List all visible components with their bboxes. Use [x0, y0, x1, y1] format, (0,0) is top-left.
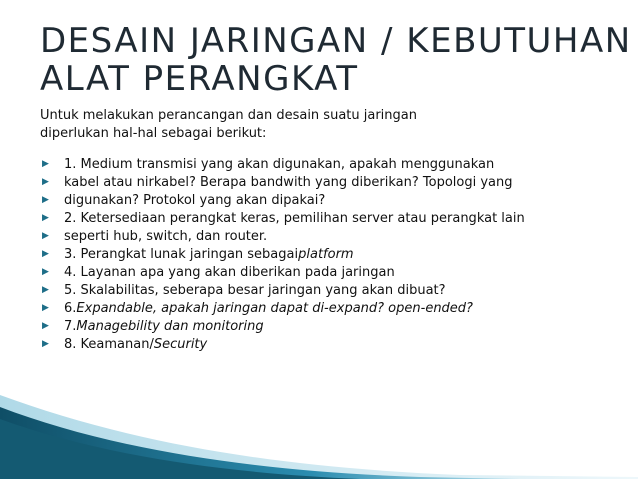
bullet-text: 2. Ketersediaan perangkat keras, pemilihan server atau perangkat lain	[64, 210, 525, 226]
bullet-text: 3. Perangkat lunak jaringan sebagai	[64, 246, 299, 262]
bullet-item	[42, 227, 632, 245]
bullet-item	[42, 191, 632, 209]
bullet-italic-text: Expandable, apakah jaringan dapat di-expand? open-ended?	[76, 300, 473, 316]
right-triangle-icon: ▶	[42, 231, 49, 241]
bullet-text: 1. Medium transmisi yang akan digunakan, apakah menggunakan	[64, 156, 495, 172]
bullet-italic-text: platform	[298, 246, 354, 262]
bullet-list	[42, 155, 632, 353]
intro-line-2: diperlukan hal-hal sebagai berikut:	[40, 126, 267, 141]
bullet-item	[42, 155, 632, 173]
right-triangle-icon: ▶	[42, 321, 49, 331]
bullet-text: 8. Keamanan/	[64, 336, 154, 352]
right-triangle-icon: ▶	[42, 195, 49, 205]
slide-title	[40, 22, 632, 98]
right-triangle-icon: ▶	[42, 213, 49, 223]
right-triangle-icon: ▶	[42, 303, 49, 313]
right-triangle-icon: ▶	[42, 249, 49, 259]
right-triangle-icon: ▶	[42, 159, 49, 169]
slide-title-line-2: ALAT PERANGKAT	[40, 59, 359, 99]
bullet-text: kabel atau nirkabel? Berapa bandwith yang diberikan? Topologi yang	[64, 174, 513, 190]
bullet-text: digunakan? Protokol yang akan dipakai?	[64, 192, 326, 208]
bullet-text: 6.	[64, 300, 77, 316]
bullet-item	[42, 299, 632, 317]
intro-line-1: Untuk melakukan perancangan dan desain suatu jaringan	[40, 108, 417, 123]
bullet-item	[42, 335, 632, 353]
bullet-text: 5. Skalabilitas, seberapa besar jaringan yang akan dibuat?	[64, 282, 446, 298]
right-triangle-icon: ▶	[42, 177, 49, 187]
bullet-italic-text: Managebility dan monitoring	[76, 318, 264, 334]
bullet-text: 4. Layanan apa yang akan diberikan pada jaringan	[64, 264, 395, 280]
right-triangle-icon: ▶	[42, 285, 49, 295]
right-triangle-icon: ▶	[42, 339, 49, 349]
bullet-text: 7.	[64, 318, 77, 334]
bullet-item	[42, 281, 632, 299]
corner-wave-decoration	[0, 389, 638, 479]
bullet-item	[42, 263, 632, 281]
bullet-item	[42, 317, 632, 335]
intro-text	[40, 107, 600, 143]
slide-title-line-1: DESAIN JARINGAN / KEBUTUHAN	[40, 21, 632, 61]
bullet-italic-text: Security	[153, 336, 208, 352]
bullet-item	[42, 245, 632, 263]
bullet-text: seperti hub, switch, dan router.	[64, 228, 268, 244]
right-triangle-icon: ▶	[42, 267, 49, 277]
bullet-item	[42, 209, 632, 227]
bullet-item	[42, 173, 632, 191]
